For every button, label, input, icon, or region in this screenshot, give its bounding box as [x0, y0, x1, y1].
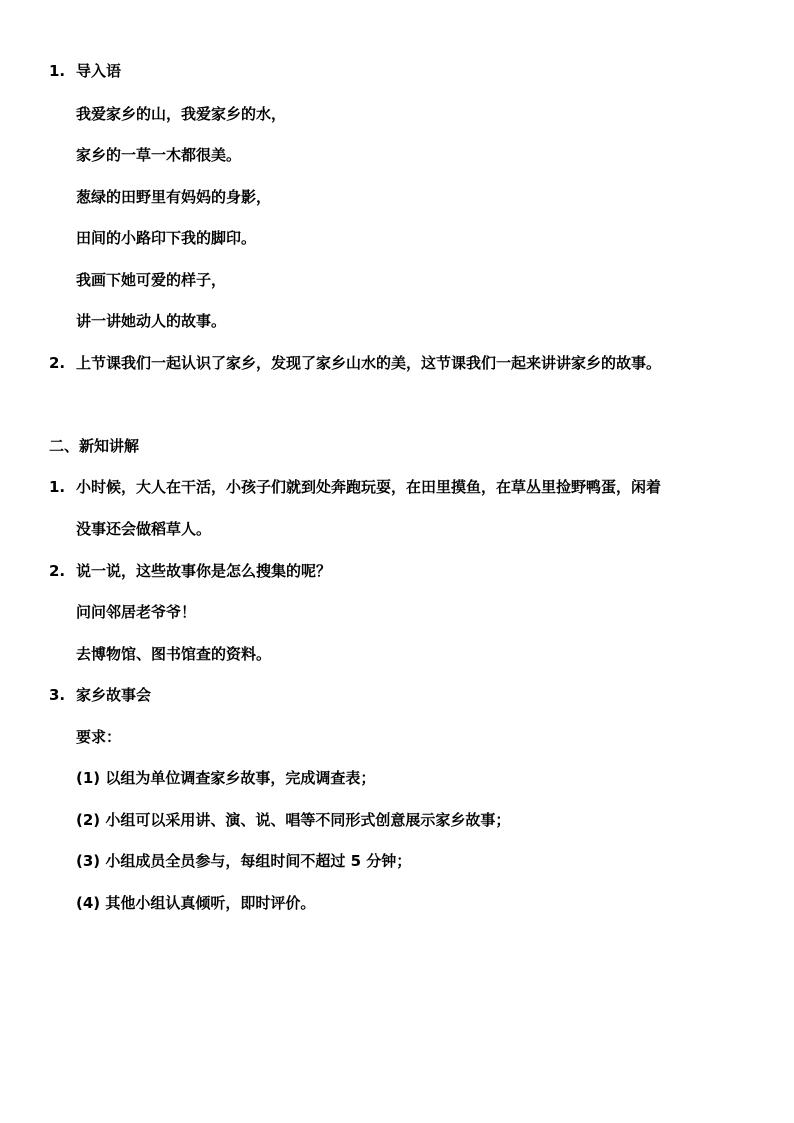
answer-line: 去博物馆、图书馆查的资料。 — [76, 645, 272, 663]
requirement-line: (3) 小组成员全员参与，每组时间不超过 5 分钟； — [76, 852, 412, 870]
poem-line: 田间的小路印下我的脚印。 — [76, 229, 257, 247]
requirement-line: (4) 其他小组认真倾听，即时评价。 — [76, 894, 316, 912]
poem-line: 家乡的一草一木都很美。 — [76, 146, 242, 164]
item-title-storytelling: 家乡故事会 — [76, 686, 152, 704]
item-title-intro: 导入语 — [76, 62, 122, 80]
poem-line: 我画下她可爱的样子， — [76, 271, 227, 289]
section-heading: 二、新知讲解 — [49, 437, 140, 455]
list-number: 1. — [49, 478, 66, 496]
list-number: 2. — [49, 354, 66, 372]
list-number: 3. — [49, 686, 66, 704]
requirement-line: (1) 以组为单位调查家乡故事，完成调查表； — [76, 769, 376, 787]
paragraph: 小时候，大人在干活，小孩子们就到处奔跑玩耍，在田里摸鱼，在草丛里捡野鸭蛋，闲着 — [76, 478, 662, 496]
poem-line: 葱绿的田野里有妈妈的身影， — [76, 188, 272, 206]
requirement-line: (2) 小组可以采用讲、演、说、唱等不同形式创意展示家乡故事； — [76, 811, 511, 829]
question: 说一说，这些故事你是怎么搜集的呢？ — [76, 562, 332, 580]
list-number: 2. — [49, 562, 66, 580]
poem-line: 讲一讲她动人的故事。 — [76, 312, 227, 330]
list-number: 1. — [49, 62, 66, 80]
answer-line: 问问邻居老爷爷！ — [76, 603, 197, 621]
poem-line: 我爱家乡的山，我爱家乡的水， — [76, 105, 287, 123]
requirements-label: 要求： — [76, 728, 122, 746]
paragraph: 没事还会做稻草人。 — [76, 520, 212, 538]
paragraph: 上节课我们一起认识了家乡，发现了家乡山水的美，这节课我们一起来讲讲家乡的故事。 — [76, 354, 662, 372]
